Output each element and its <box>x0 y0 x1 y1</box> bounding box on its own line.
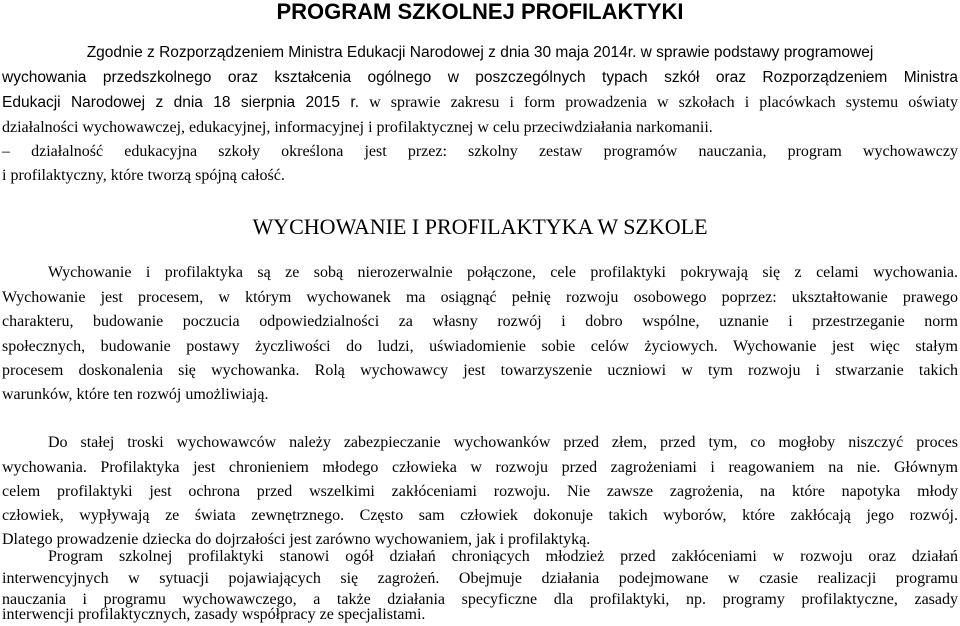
intro-line-1: Zgodnie z Rozporządzeniem Ministra Edukacji Narodowej z dnia 30 maja 2014r. w sprawie podstawy programowej <box>86 44 874 61</box>
paragraph-2-line-3: celem profilaktyki jest ochrona przed wszelkimi zakłóceniami rozwoju. Nie zawsze zagrożenia, na które napotyka młody <box>2 483 958 500</box>
paragraph-2-line-2: wychowania. Profilaktyka jest chronieniem młodego człowieka w rozwoju przed zagrożeniami i reagowaniem na nie. Głównym <box>2 459 958 476</box>
intro-line-3 <box>2 92 958 114</box>
intro-line-3-serif: w sprawie zakresu i form prowadzenia w szkołach i placówkach systemu oświaty <box>359 94 958 111</box>
page-title: PROGRAM SZKOLNEJ PROFILAKTYKI <box>276 0 684 24</box>
intro-line-5: – działalność edukacyjna szkoły określona jest przez: szkolny zestaw programów nauczania, program wychowawczy <box>2 143 958 160</box>
paragraph-2-line-1: Do stałej troski wychowawców należy zabezpieczanie wychowanków przed złem, przed tym, co mogłoby niszczyć proces <box>48 434 958 451</box>
paragraph-2-line-4: człowiek, wypływają ze świata zewnętrznego. Często sam człowiek dokonuje takich wyborów, które zakłócają jego rozwój. <box>2 507 958 524</box>
paragraph-1-line-5: procesem doskonalenia się wychowanka. Rolą wychowawcy jest towarzyszenie uczniowi w tym rozwoju i stwarzanie takich <box>2 362 958 379</box>
paragraph-3-line-4: interwencji profilaktycznych, zasady współpracy ze specjalistami. <box>2 606 426 623</box>
paragraph-1-line-1: Wychowanie i profilaktyka są ze sobą nierozerwalnie połączone, cele profilaktyki pokrywają się z celami wychowania. <box>48 264 958 281</box>
paragraph-1-line-4: społecznych, budowanie postawy życzliwości do ludzi, uświadomienie sobie celów życiowych. Wychowanie jest więc stałym <box>2 338 958 355</box>
paragraph-3-line-3: nauczania i programu wychowawczego, a także działania specyficzne dla profilaktyki, np. programy profilaktyczne, zasady <box>2 591 958 608</box>
paragraph-3-line-2: interwencyjnych w sytuacji pojawiających się zagrożeń. Obejmuje działania podejmowane w czasie realizacji programu <box>2 570 958 587</box>
section-heading: WYCHOWANIE I PROFILAKTYKA W SZKOLE <box>252 214 708 239</box>
intro-line-4: działalności wychowawczej, edukacyjnej, informacyjnej i profilaktycznej w celu przeciwdziałania narkomanii. <box>2 119 713 136</box>
paragraph-1-line-3: charakteru, budowanie poczucia odpowiedzialności za własny rozwój i dobro wspólne, uznanie i przestrzeganie norm <box>2 313 958 330</box>
paragraph-1-line-6: warunków, które ten rozwój umożliwiają. <box>2 386 269 403</box>
paragraph-2-line-5: Dlatego prowadzenie dziecka do dojrzałości jest zarówno wychowaniem, jak i profilaktyką. <box>2 531 591 548</box>
intro-line-3-sans: Edukacji Narodowej z dnia 18 sierpnia 2015 r. <box>2 94 360 111</box>
intro-line-6: i profilaktyczny, które tworzą spójną całość. <box>2 167 285 184</box>
intro-line-2: wychowania przedszkolnego oraz kształcenia ogólnego w poszczególnych typach szkół oraz Rozporządzeniem Ministra <box>2 69 958 86</box>
paragraph-3-line-1: Program szkolnej profilaktyki stanowi ogół działań chroniących młodzież przed zakłóceniami w rozwoju oraz działań <box>48 548 958 565</box>
paragraph-1-line-2: Wychowanie jest procesem, w którym wychowanek ma osiągnąć pełnię rozwoju osobowego poprzez: ukształtowanie prawego <box>2 289 958 306</box>
